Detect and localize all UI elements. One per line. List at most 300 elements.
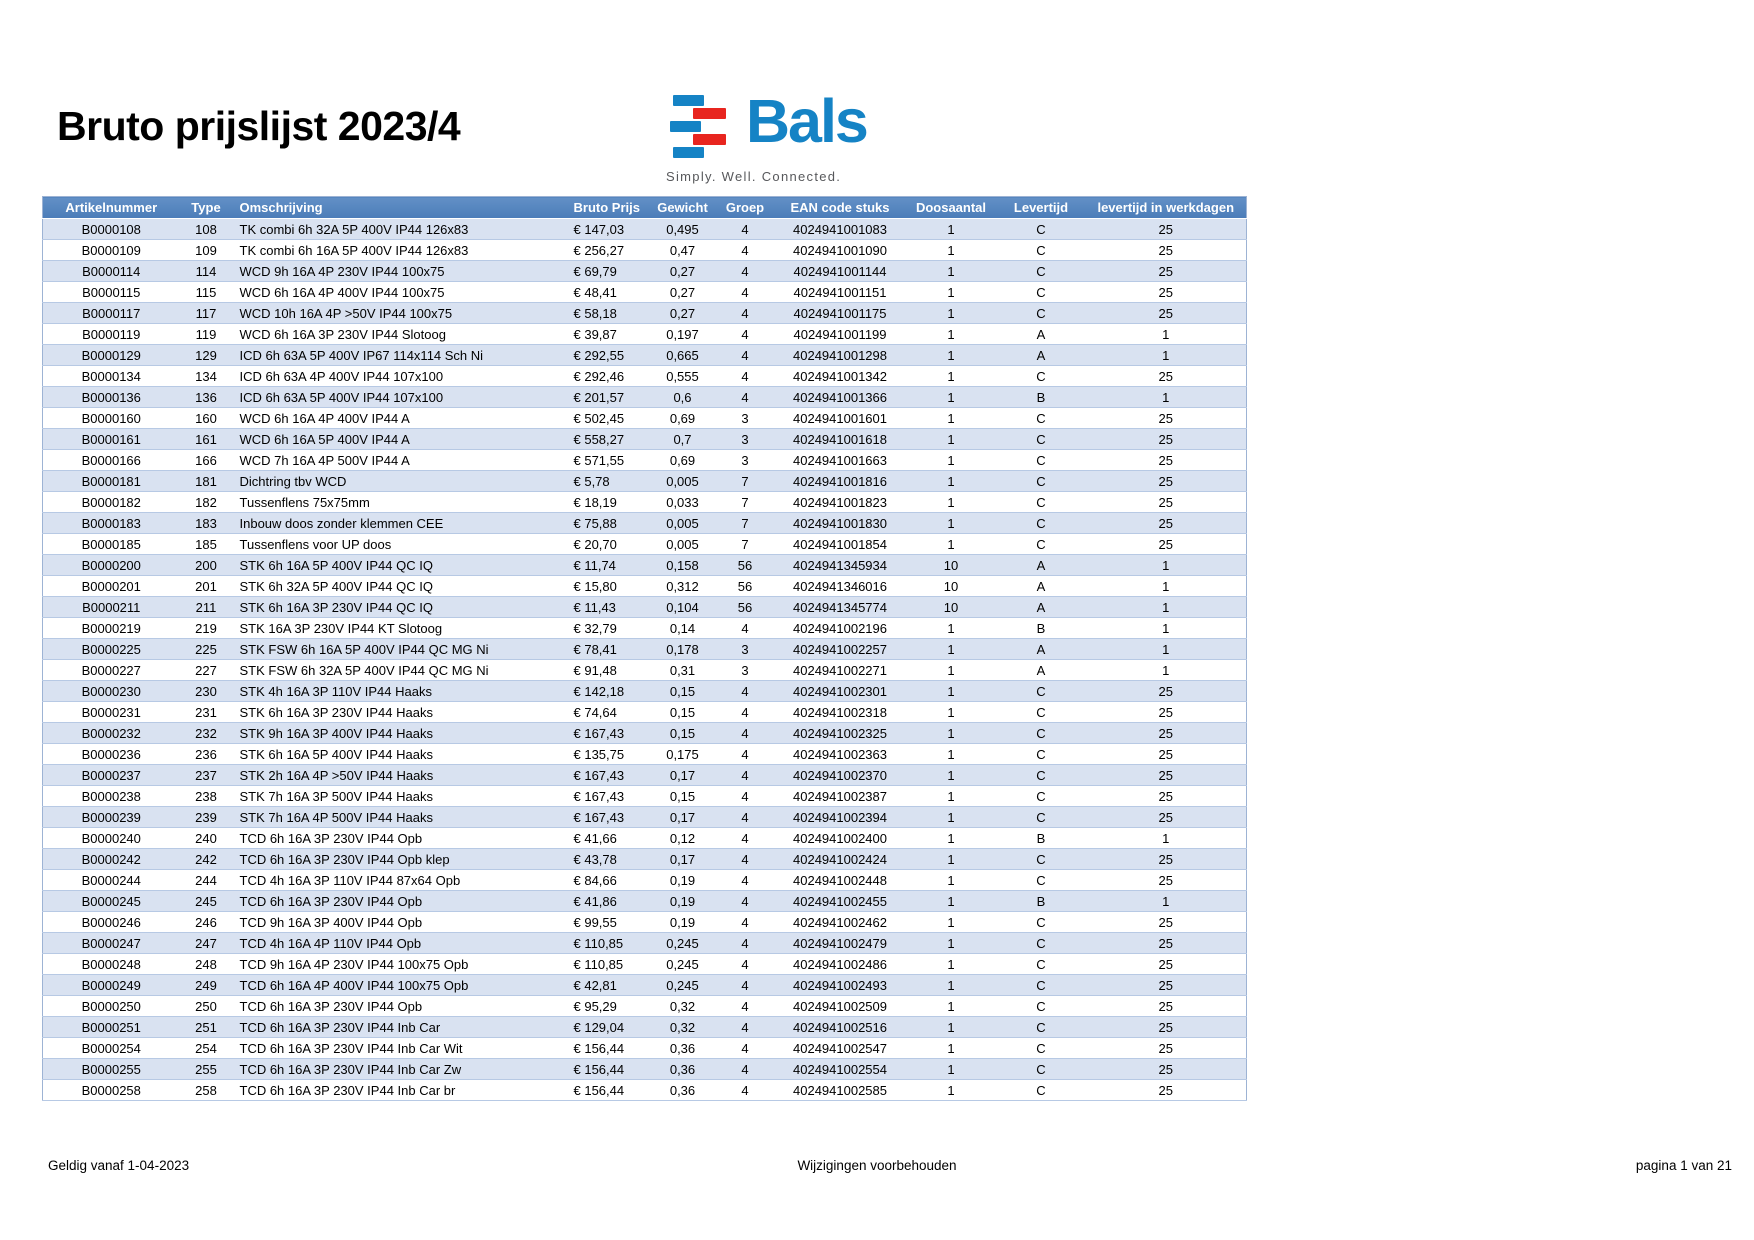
table-cell: ICD 6h 63A 5P 400V IP67 114x114 Sch Ni — [233, 345, 566, 366]
table-cell: 56 — [716, 597, 775, 618]
table-cell: 0,15 — [650, 786, 716, 807]
table-cell: A — [997, 555, 1086, 576]
table-cell: 1 — [906, 1038, 997, 1059]
table-cell: C — [997, 240, 1086, 261]
table-cell: 0,17 — [650, 807, 716, 828]
table-cell: TK combi 6h 16A 5P 400V IP44 126x83 — [233, 240, 566, 261]
column-header: Levertijd — [997, 197, 1086, 219]
table-cell: TCD 6h 16A 3P 230V IP44 Opb — [233, 828, 566, 849]
table-cell: 1 — [906, 660, 997, 681]
table-cell: B0000239 — [43, 807, 180, 828]
table-cell: € 110,85 — [566, 933, 650, 954]
table-cell: 25 — [1086, 1080, 1247, 1101]
table-cell: 115 — [180, 282, 233, 303]
table-cell: 4 — [716, 1017, 775, 1038]
table-cell: 4024941001816 — [775, 471, 906, 492]
table-cell: 4024941002301 — [775, 681, 906, 702]
table-cell: 4024941002196 — [775, 618, 906, 639]
table-cell: B0000129 — [43, 345, 180, 366]
table-row — [43, 912, 1247, 933]
table-cell: 136 — [180, 387, 233, 408]
table-cell: 0,19 — [650, 891, 716, 912]
table-cell: TCD 6h 16A 3P 230V IP44 Opb klep — [233, 849, 566, 870]
table-cell: 4024941002424 — [775, 849, 906, 870]
logo-bar-red-1 — [693, 108, 726, 119]
table-cell: 4024941002400 — [775, 828, 906, 849]
table-cell: 4024941002363 — [775, 744, 906, 765]
table-cell: 1 — [906, 471, 997, 492]
table-cell: 1 — [906, 408, 997, 429]
table-cell: 4 — [716, 786, 775, 807]
table-cell: 25 — [1086, 282, 1247, 303]
table-cell: STK 6h 16A 3P 230V IP44 QC IQ — [233, 597, 566, 618]
table-cell: 4024941002516 — [775, 1017, 906, 1038]
table-cell: 0,15 — [650, 681, 716, 702]
table-cell: 0,47 — [650, 240, 716, 261]
table-cell: WCD 7h 16A 4P 500V IP44 A — [233, 450, 566, 471]
table-cell: 25 — [1086, 723, 1247, 744]
table-cell: STK 7h 16A 3P 500V IP44 Haaks — [233, 786, 566, 807]
table-cell: € 69,79 — [566, 261, 650, 282]
table-cell: 0,175 — [650, 744, 716, 765]
table-cell: 10 — [906, 597, 997, 618]
table-cell: 231 — [180, 702, 233, 723]
table-cell: 4024941001298 — [775, 345, 906, 366]
table-cell: 4024941002318 — [775, 702, 906, 723]
table-cell: 1 — [1086, 387, 1247, 408]
table-row — [43, 240, 1247, 261]
table-cell: 4 — [716, 1080, 775, 1101]
table-row — [43, 786, 1247, 807]
column-header: Type — [180, 197, 233, 219]
table-cell: 1 — [906, 891, 997, 912]
table-cell: 4024941002462 — [775, 912, 906, 933]
table-cell: STK 6h 16A 5P 400V IP44 Haaks — [233, 744, 566, 765]
table-cell: TCD 6h 16A 3P 230V IP44 Opb — [233, 996, 566, 1017]
table-cell: 4024941001663 — [775, 450, 906, 471]
table-cell: 4 — [716, 240, 775, 261]
table-cell: 225 — [180, 639, 233, 660]
table-cell: 25 — [1086, 261, 1247, 282]
table-cell: 1 — [906, 933, 997, 954]
table-cell: STK 4h 16A 3P 110V IP44 Haaks — [233, 681, 566, 702]
table-cell: 1 — [906, 345, 997, 366]
table-cell: TCD 4h 16A 3P 110V IP44 87x64 Opb — [233, 870, 566, 891]
table-cell: 1 — [906, 870, 997, 891]
table-cell: 1 — [906, 849, 997, 870]
table-cell: 230 — [180, 681, 233, 702]
table-cell: € 129,04 — [566, 1017, 650, 1038]
table-cell: 1 — [906, 534, 997, 555]
table-cell: 0,245 — [650, 975, 716, 996]
table-cell: € 167,43 — [566, 765, 650, 786]
table-cell: B0000166 — [43, 450, 180, 471]
table-cell: 1 — [906, 954, 997, 975]
table-cell: WCD 6h 16A 3P 230V IP44 Slotoog — [233, 324, 566, 345]
table-cell: 4024941002585 — [775, 1080, 906, 1101]
table-row — [43, 492, 1247, 513]
table-cell: 249 — [180, 975, 233, 996]
table-cell: 0,15 — [650, 723, 716, 744]
table-cell: 4 — [716, 849, 775, 870]
footer-disclaimer: Wijzigingen voorbehouden — [797, 1158, 957, 1173]
table-cell: STK 6h 16A 3P 230V IP44 Haaks — [233, 702, 566, 723]
table-cell: € 502,45 — [566, 408, 650, 429]
table-cell: B0000242 — [43, 849, 180, 870]
logo-bar-blue-2 — [670, 121, 701, 132]
table-cell: € 39,87 — [566, 324, 650, 345]
table-cell: 4 — [716, 723, 775, 744]
table-cell: B0000247 — [43, 933, 180, 954]
table-cell: 4024941001175 — [775, 303, 906, 324]
table-cell: € 156,44 — [566, 1038, 650, 1059]
table-cell: 134 — [180, 366, 233, 387]
table-cell: 1 — [906, 282, 997, 303]
table-cell: 248 — [180, 954, 233, 975]
table-cell: B0000161 — [43, 429, 180, 450]
table-cell: 4 — [716, 1038, 775, 1059]
table-cell: C — [997, 849, 1086, 870]
table-cell: TCD 4h 16A 4P 110V IP44 Opb — [233, 933, 566, 954]
table-cell: 0,005 — [650, 471, 716, 492]
table-cell: 255 — [180, 1059, 233, 1080]
table-cell: B0000219 — [43, 618, 180, 639]
table-cell: 25 — [1086, 240, 1247, 261]
table-cell: B0000183 — [43, 513, 180, 534]
table-cell: 240 — [180, 828, 233, 849]
table-cell: 3 — [716, 639, 775, 660]
table-cell: 4 — [716, 282, 775, 303]
table-cell: 1 — [906, 744, 997, 765]
table-row — [43, 723, 1247, 744]
table-cell: 25 — [1086, 954, 1247, 975]
table-cell: 1 — [1086, 891, 1247, 912]
table-cell: C — [997, 282, 1086, 303]
table-cell: B — [997, 891, 1086, 912]
table-cell: 117 — [180, 303, 233, 324]
table-body — [43, 219, 1247, 1101]
table-cell: 7 — [716, 513, 775, 534]
table-cell: B0000236 — [43, 744, 180, 765]
table-cell: 200 — [180, 555, 233, 576]
table-cell: € 74,64 — [566, 702, 650, 723]
table-cell: 25 — [1086, 450, 1247, 471]
table-cell: 0,19 — [650, 912, 716, 933]
table-cell: 250 — [180, 996, 233, 1017]
table-cell: 56 — [716, 576, 775, 597]
footer-valid-from-date: Geldig vanaf 1-04-2023 — [48, 1158, 190, 1173]
table-cell: B0000181 — [43, 471, 180, 492]
table-cell: 25 — [1086, 471, 1247, 492]
table-cell: C — [997, 492, 1086, 513]
table-cell: 1 — [906, 1017, 997, 1038]
table-row — [43, 219, 1247, 240]
table-row — [43, 303, 1247, 324]
table-cell: 4024941001083 — [775, 219, 906, 240]
table-cell: B0000117 — [43, 303, 180, 324]
table-cell: WCD 9h 16A 4P 230V IP44 100x75 — [233, 261, 566, 282]
table-cell: B0000185 — [43, 534, 180, 555]
table-cell: WCD 10h 16A 4P >50V IP44 100x75 — [233, 303, 566, 324]
table-cell: STK FSW 6h 16A 5P 400V IP44 QC MG Ni — [233, 639, 566, 660]
table-cell: C — [997, 1038, 1086, 1059]
table-cell: B0000136 — [43, 387, 180, 408]
table-cell: 4 — [716, 681, 775, 702]
table-cell: B0000227 — [43, 660, 180, 681]
table-cell: 4 — [716, 366, 775, 387]
table-cell: B0000255 — [43, 1059, 180, 1080]
table-cell: 10 — [906, 555, 997, 576]
table-cell: 4024941345934 — [775, 555, 906, 576]
table-cell: 4 — [716, 891, 775, 912]
table-cell: 4024941002547 — [775, 1038, 906, 1059]
table-cell: € 78,41 — [566, 639, 650, 660]
table-row — [43, 282, 1247, 303]
table-cell: 0,32 — [650, 1017, 716, 1038]
table-row — [43, 597, 1247, 618]
table-cell: 4 — [716, 828, 775, 849]
table-cell: TCD 6h 16A 3P 230V IP44 Inb Car br — [233, 1080, 566, 1101]
table-cell: € 292,46 — [566, 366, 650, 387]
table-cell: B0000211 — [43, 597, 180, 618]
table-cell: C — [997, 408, 1086, 429]
table-cell: 25 — [1086, 786, 1247, 807]
table-row — [43, 954, 1247, 975]
logo-wordmark: Bals — [746, 87, 867, 155]
table-cell: C — [997, 1080, 1086, 1101]
table-cell: € 11,43 — [566, 597, 650, 618]
table-cell: 0,158 — [650, 555, 716, 576]
table-cell: C — [997, 723, 1086, 744]
table-cell: B0000114 — [43, 261, 180, 282]
table-cell: € 58,18 — [566, 303, 650, 324]
table-cell: 237 — [180, 765, 233, 786]
table-cell: C — [997, 681, 1086, 702]
table-cell: 1 — [906, 765, 997, 786]
table-cell: B0000245 — [43, 891, 180, 912]
table-cell: 4024941002257 — [775, 639, 906, 660]
table-cell: 25 — [1086, 933, 1247, 954]
table-row — [43, 450, 1247, 471]
table-cell: 0,312 — [650, 576, 716, 597]
table-cell: 1 — [906, 261, 997, 282]
table-cell: 211 — [180, 597, 233, 618]
table-cell: STK 2h 16A 4P >50V IP44 Haaks — [233, 765, 566, 786]
table-cell: 4024941346016 — [775, 576, 906, 597]
table-row — [43, 660, 1247, 681]
table-row — [43, 429, 1247, 450]
table-cell: € 99,55 — [566, 912, 650, 933]
table-row — [43, 387, 1247, 408]
table-cell: C — [997, 1017, 1086, 1038]
table-row — [43, 1017, 1247, 1038]
table-cell: 0,27 — [650, 303, 716, 324]
table-cell: 244 — [180, 870, 233, 891]
table-cell: 236 — [180, 744, 233, 765]
table-cell: 25 — [1086, 408, 1247, 429]
table-cell: 4024941001830 — [775, 513, 906, 534]
table-row — [43, 996, 1247, 1017]
table-cell: 7 — [716, 471, 775, 492]
table-cell: 25 — [1086, 681, 1247, 702]
table-row — [43, 933, 1247, 954]
table-cell: WCD 6h 16A 4P 400V IP44 100x75 — [233, 282, 566, 303]
table-cell: B0000244 — [43, 870, 180, 891]
table-cell: € 75,88 — [566, 513, 650, 534]
table-cell: 4024941001144 — [775, 261, 906, 282]
table-row — [43, 765, 1247, 786]
table-cell: 4 — [716, 324, 775, 345]
table-cell: STK 16A 3P 230V IP44 KT Slotoog — [233, 618, 566, 639]
table-cell: C — [997, 996, 1086, 1017]
table-cell: € 20,70 — [566, 534, 650, 555]
table-cell: C — [997, 702, 1086, 723]
table-cell: STK 6h 32A 5P 400V IP44 QC IQ — [233, 576, 566, 597]
table-cell: 25 — [1086, 975, 1247, 996]
table-cell: 0,178 — [650, 639, 716, 660]
table-cell: 0,245 — [650, 954, 716, 975]
table-cell: 1 — [1086, 639, 1247, 660]
table-cell: B0000251 — [43, 1017, 180, 1038]
table-row — [43, 891, 1247, 912]
table-cell: 4024941002455 — [775, 891, 906, 912]
table-cell: 3 — [716, 429, 775, 450]
table-cell: 239 — [180, 807, 233, 828]
table-cell: A — [997, 597, 1086, 618]
table-cell: 109 — [180, 240, 233, 261]
table-cell: 0,17 — [650, 765, 716, 786]
table-cell: 1 — [1086, 828, 1247, 849]
table-cell: TCD 6h 16A 3P 230V IP44 Inb Car Wit — [233, 1038, 566, 1059]
table-cell: 4 — [716, 870, 775, 891]
column-header: EAN code stuks — [775, 197, 906, 219]
table-cell: 4024941001090 — [775, 240, 906, 261]
table-cell: 1 — [906, 723, 997, 744]
table-cell: TK combi 6h 32A 5P 400V IP44 126x83 — [233, 219, 566, 240]
logo-bar-blue-3 — [673, 147, 704, 158]
table-cell: 129 — [180, 345, 233, 366]
table-cell: B0000115 — [43, 282, 180, 303]
table-cell: € 292,55 — [566, 345, 650, 366]
table-row — [43, 261, 1247, 282]
table-cell: 0,36 — [650, 1038, 716, 1059]
table-cell: TCD 9h 16A 4P 230V IP44 100x75 Opb — [233, 954, 566, 975]
table-cell: 25 — [1086, 1059, 1247, 1080]
table-cell: 0,15 — [650, 702, 716, 723]
table-cell: C — [997, 429, 1086, 450]
table-cell: B0000201 — [43, 576, 180, 597]
table-cell: 1 — [906, 1080, 997, 1101]
table-row — [43, 324, 1247, 345]
table-cell: 25 — [1086, 744, 1247, 765]
logo-bar-blue-1 — [673, 95, 704, 106]
table-cell: 3 — [716, 450, 775, 471]
table-cell: Tussenflens 75x75mm — [233, 492, 566, 513]
column-header: Artikelnummer — [43, 197, 180, 219]
table-cell: € 142,18 — [566, 681, 650, 702]
table-cell: 227 — [180, 660, 233, 681]
table-cell: € 5,78 — [566, 471, 650, 492]
table-cell: 1 — [906, 513, 997, 534]
table-cell: 25 — [1086, 219, 1247, 240]
table-cell: 4024941001366 — [775, 387, 906, 408]
table-cell: € 41,86 — [566, 891, 650, 912]
table-cell: B0000232 — [43, 723, 180, 744]
table-cell: 1 — [906, 219, 997, 240]
table-cell: € 256,27 — [566, 240, 650, 261]
table-cell: 246 — [180, 912, 233, 933]
table-cell: ICD 6h 63A 4P 400V IP44 107x100 — [233, 366, 566, 387]
bals-logo — [666, 87, 867, 184]
table-cell: C — [997, 954, 1086, 975]
table-cell: A — [997, 345, 1086, 366]
table-cell: 1 — [906, 324, 997, 345]
table-cell: 25 — [1086, 996, 1247, 1017]
table-cell: B0000237 — [43, 765, 180, 786]
table-cell: € 167,43 — [566, 723, 650, 744]
table-row — [43, 828, 1247, 849]
table-cell: 0,555 — [650, 366, 716, 387]
table-cell: 1 — [906, 996, 997, 1017]
table-cell: 7 — [716, 492, 775, 513]
table-cell: 0,69 — [650, 408, 716, 429]
table-cell: € 32,79 — [566, 618, 650, 639]
table-cell: € 84,66 — [566, 870, 650, 891]
table-cell: 247 — [180, 933, 233, 954]
table-cell: 245 — [180, 891, 233, 912]
table-cell: C — [997, 471, 1086, 492]
table-cell: C — [997, 219, 1086, 240]
table-cell: 1 — [906, 240, 997, 261]
table-cell: 0,495 — [650, 219, 716, 240]
table-cell: STK 6h 16A 5P 400V IP44 QC IQ — [233, 555, 566, 576]
table-cell: 1 — [1086, 576, 1247, 597]
table-cell: 4 — [716, 912, 775, 933]
price-list-table — [42, 196, 1247, 1101]
table-cell: 4024941002387 — [775, 786, 906, 807]
table-cell: C — [997, 786, 1086, 807]
table-row — [43, 681, 1247, 702]
page-title: Bruto prijslijst 2023/4 — [57, 103, 461, 149]
table-cell: 25 — [1086, 492, 1247, 513]
table-cell: 4 — [716, 387, 775, 408]
column-header: levertijd in werkdagen — [1086, 197, 1247, 219]
column-header: Omschrijving — [233, 197, 566, 219]
table-cell: 0,14 — [650, 618, 716, 639]
table-cell: 0,32 — [650, 996, 716, 1017]
table-cell: B0000230 — [43, 681, 180, 702]
table-cell: 4 — [716, 345, 775, 366]
table-cell: 4 — [716, 261, 775, 282]
table-cell: 4024941002486 — [775, 954, 906, 975]
table-row — [43, 471, 1247, 492]
table-cell: 161 — [180, 429, 233, 450]
table-cell: B — [997, 828, 1086, 849]
table-cell: € 558,27 — [566, 429, 650, 450]
table-cell: 166 — [180, 450, 233, 471]
table-cell: 1 — [906, 639, 997, 660]
table-cell: 114 — [180, 261, 233, 282]
table-cell: 25 — [1086, 702, 1247, 723]
table-cell: 0,005 — [650, 513, 716, 534]
table-cell: B0000225 — [43, 639, 180, 660]
table-cell: 0,7 — [650, 429, 716, 450]
table-cell: C — [997, 744, 1086, 765]
table-cell: € 156,44 — [566, 1059, 650, 1080]
table-cell: B0000254 — [43, 1038, 180, 1059]
table-cell: 0,36 — [650, 1080, 716, 1101]
table-row — [43, 807, 1247, 828]
